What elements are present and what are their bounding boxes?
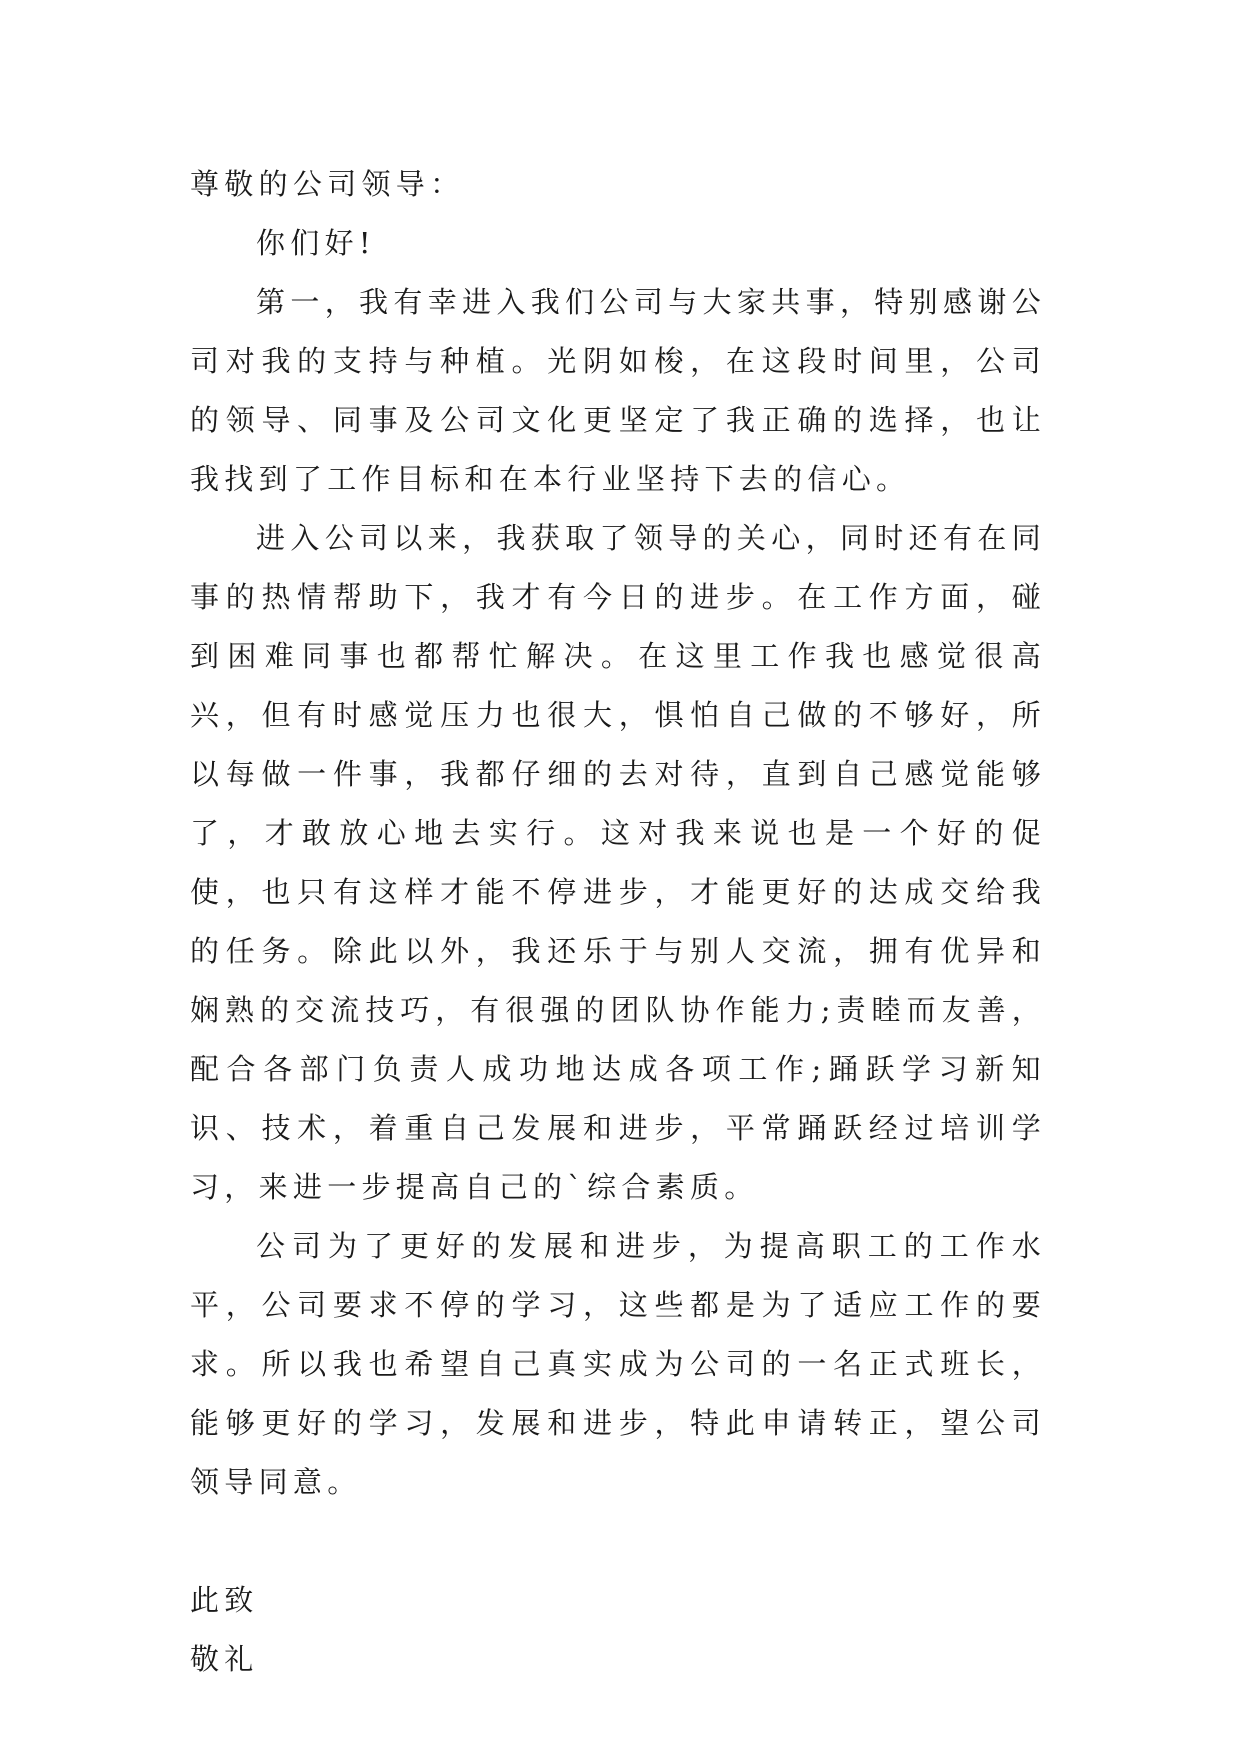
closing-line-2: 敬礼: [190, 1642, 259, 1676]
closing-line-1: 此致: [190, 1583, 259, 1617]
paragraph-gratitude: 第一，我有幸进入我们公司与大家共事，特别感谢公司对我的支持与种植。光阴如梭，在这段时间里，公司的领导、同事及公司文化更坚定了我正确的选择，也让我找到了工作目标和在本行业坚持下去的信心。: [190, 285, 1046, 496]
salutation: 尊敬的公司领导：: [190, 167, 465, 201]
paragraph-work-experience: 进入公司以来，我获取了领导的关心，同时还有在同事的热情帮助下，我才有今日的进步。在工作方面，碰到困难同事也都帮忙解决。在这里工作我也感觉很高兴，但有时感觉压力也很大，惧怕自己做的不够好，所以每做一件事，我都仔细的去对待，直到自己感觉能够了，才敢放心地去实行。这对我来说也是一个好的促使，也只有这样才能不停进步，才能更好的达成交给我的任务。除此以外，我还乐于与别人交流，拥有优异和娴熟的交流技巧，有很强的团队协作能力;责睦而友善，配合各部门负责人成功地达成各项工作;踊跃学习新知识、技术，着重自己发展和进步，平常踊跃经过培训学习，来进一步提高自己的`综合素质。: [190, 521, 1046, 1204]
blank-line: [190, 1512, 1046, 1571]
letter-body: [190, 155, 1046, 1689]
greeting: 你们好!: [256, 226, 376, 260]
paragraph-application: 公司为了更好的发展和进步，为提高职工的工作水平，公司要求不停的学习，这些都是为了适应工作的要求。所以我也希望自己真实成为公司的一名正式班长，能够更好的学习，发展和进步，特此申请转正，望公司领导同意。: [190, 1229, 1046, 1499]
